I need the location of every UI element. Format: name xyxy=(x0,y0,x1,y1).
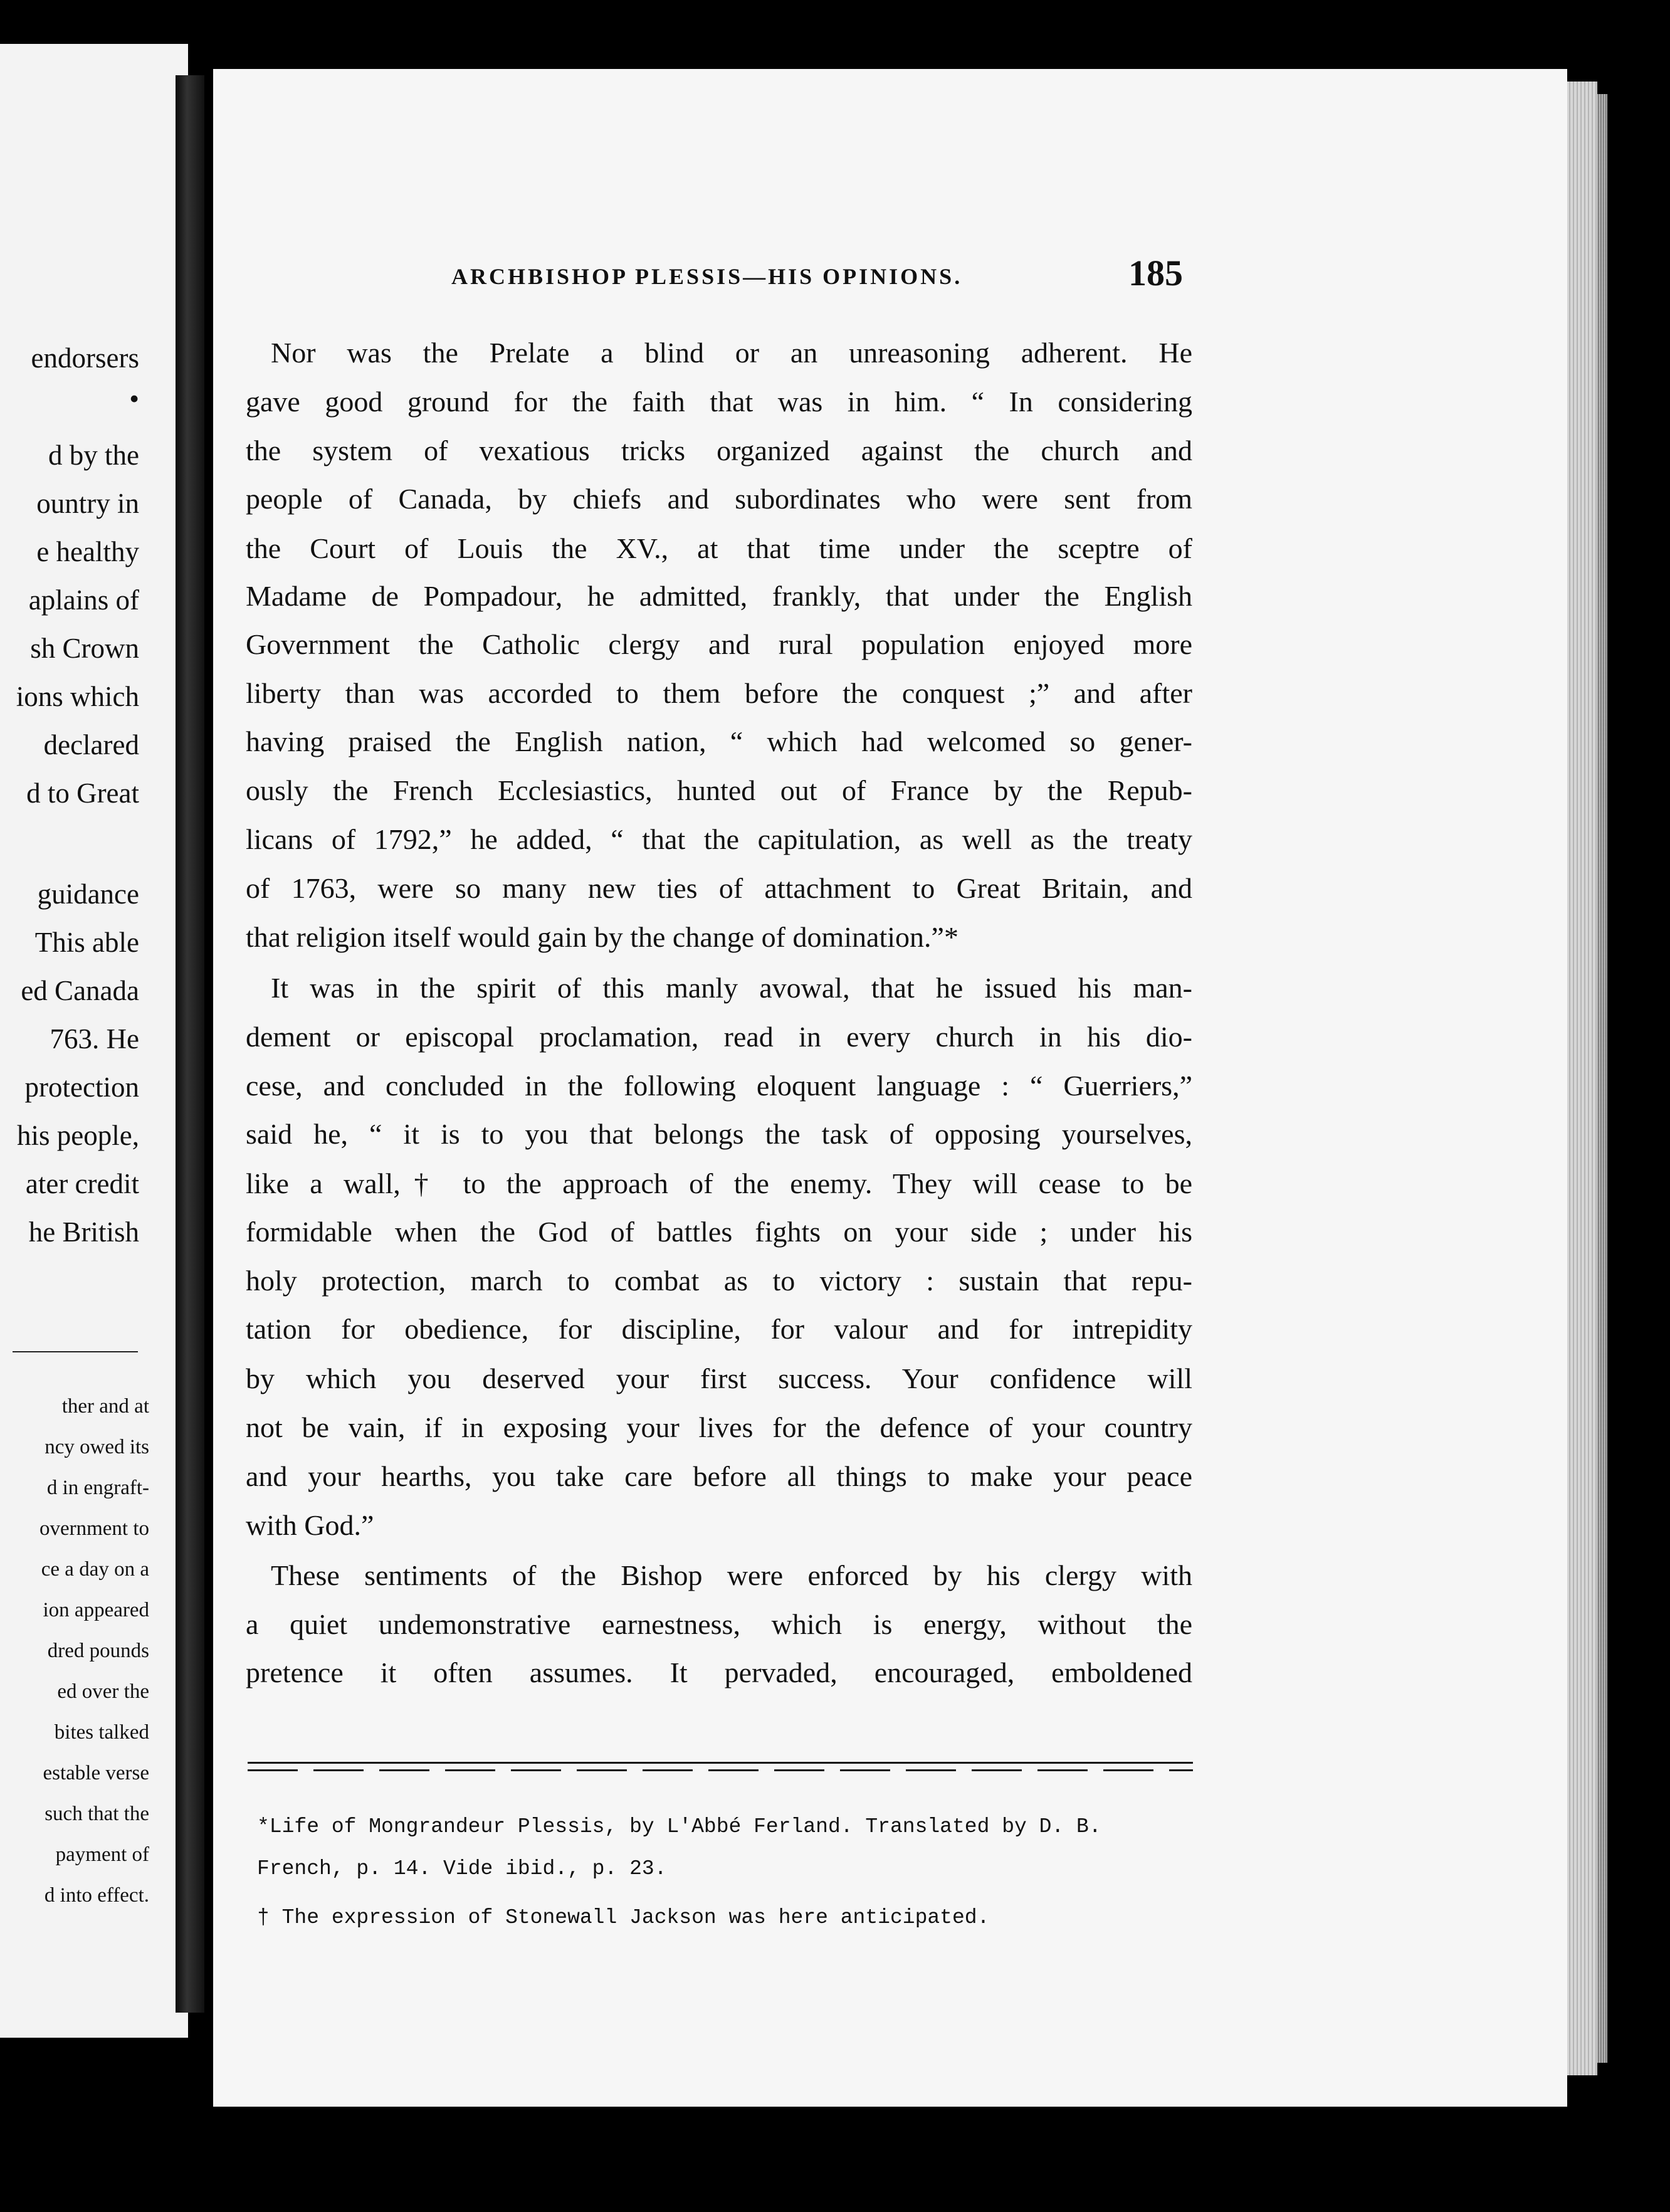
book-gutter xyxy=(176,75,204,2013)
running-header: ARCHBISHOP PLESSIS—HIS OPINIONS. xyxy=(451,264,963,289)
body-line: the system of vexatious tricks organized against the church and xyxy=(246,434,1192,466)
footnote-1-line: French, p. 14. Vide ibid., p. 23. xyxy=(257,1857,667,1880)
footnote-1-line: *Life of Mongrandeur Plessis, by L'Abbé Ferland. Translated by D. B. xyxy=(257,1815,1101,1838)
left-text-line: aplains of xyxy=(28,584,139,616)
body-line: Madame de Pompadour, he admitted, frankly, that under the English xyxy=(246,580,1192,612)
body-line: formidable when the God of battles fights on your side ; under his xyxy=(246,1216,1192,1248)
left-text-line: protection xyxy=(24,1072,139,1103)
left-footnote-rule xyxy=(13,1351,138,1352)
left-text-line: sh Crown xyxy=(30,633,139,664)
footnote-2-line: † The expression of Stonewall Jackson was here anticipated. xyxy=(257,1906,990,1929)
left-footnote-line: such that the xyxy=(45,1803,149,1825)
left-footnote-line: d in engraft- xyxy=(46,1477,149,1499)
left-text-line: guidance xyxy=(37,878,139,910)
page-edge-stack xyxy=(1597,94,1607,2063)
body-line: holy protection, march to combat as to victory : sustain that repu- xyxy=(246,1265,1192,1297)
body-line: ously the French Ecclesiastics, hunted out of France by the Repub- xyxy=(246,774,1192,806)
left-text-line: • xyxy=(129,383,139,414)
left-text-line: ountry in xyxy=(36,488,139,519)
left-text-line: This able xyxy=(34,927,139,958)
footnote-rule xyxy=(248,1762,1193,1764)
left-footnote-line: d into effect. xyxy=(44,1884,149,1907)
left-footnote-line: bites talked xyxy=(54,1721,149,1744)
body-line: people of Canada, by chiefs and subordinates who were sent from xyxy=(246,483,1192,515)
body-line: that religion itself would gain by the change of domination.”* xyxy=(246,921,958,953)
page-number: 185 xyxy=(1128,253,1183,293)
body-line: Nor was the Prelate a blind or an unreasoning adherent. He xyxy=(271,337,1192,369)
body-line: not be vain, if in exposing your lives for the defence of your country xyxy=(246,1411,1192,1443)
left-footnote-line: ncy owed its xyxy=(45,1436,149,1458)
left-footnote-line: dred pounds xyxy=(47,1640,149,1662)
body-line: liberty than was accorded to them before the conquest ;” and after xyxy=(246,677,1192,709)
left-footnote-line: ce a day on a xyxy=(41,1558,149,1581)
body-line: gave good ground for the faith that was in him. “ In considering xyxy=(246,386,1192,418)
left-footnote-line: ther and at xyxy=(61,1395,149,1418)
footnote-rule-dashed xyxy=(248,1769,1193,1771)
body-line: said he, “ it is to you that belongs the task of opposing yourselves, xyxy=(246,1118,1192,1150)
left-text-line: his people, xyxy=(17,1120,139,1151)
body-line: the Court of Louis the XV., at that time under the sceptre of xyxy=(246,532,1192,564)
left-page-fragment xyxy=(0,44,188,2038)
body-line: and your hearths, you take care before all things to make your peace xyxy=(246,1460,1192,1492)
left-text-line: ions which xyxy=(16,681,139,712)
body-line: tation for obedience, for discipline, for valour and for intrepidity xyxy=(246,1313,1192,1345)
left-text-line: declared xyxy=(43,729,139,761)
left-footnote-line: estable verse xyxy=(43,1762,149,1784)
body-line: a quiet undemonstrative earnestness, which is energy, without the xyxy=(246,1608,1192,1640)
body-line: of 1763, were so many new ties of attachment to Great Britain, and xyxy=(246,872,1192,904)
left-text-line: d to Great xyxy=(26,777,139,809)
left-text-line: he British xyxy=(28,1216,139,1248)
body-line: having praised the English nation, “ which had welcomed so gener- xyxy=(246,725,1192,757)
body-line: Government the Catholic clergy and rural population enjoyed more xyxy=(246,628,1192,660)
left-text-line: 763. He xyxy=(50,1023,139,1055)
body-line: pretence it often assumes. It pervaded, encouraged, emboldened xyxy=(246,1656,1192,1688)
left-text-line: e healthy xyxy=(36,536,139,567)
body-line: by which you deserved your first success. Your confidence will xyxy=(246,1362,1192,1394)
page-edge-stack xyxy=(1567,82,1597,2075)
left-footnote-line: ion appeared xyxy=(43,1599,149,1621)
body-line: with God.” xyxy=(246,1509,374,1541)
left-text-line: d by the xyxy=(48,440,139,471)
left-text-line: ed Canada xyxy=(21,975,139,1006)
left-text-line: endorsers xyxy=(31,342,139,374)
left-footnote-line: payment of xyxy=(55,1843,149,1866)
left-footnote-line: overnment to xyxy=(39,1517,149,1540)
left-text-line: ater credit xyxy=(25,1168,139,1199)
body-line: dement or episcopal proclamation, read in every church in his dio- xyxy=(246,1021,1192,1053)
body-line: It was in the spirit of this manly avowal, that he issued his man- xyxy=(271,972,1192,1004)
left-footnote-line: ed over the xyxy=(57,1680,149,1703)
body-line: These sentiments of the Bishop were enforced by his clergy with xyxy=(271,1559,1192,1591)
body-line: licans of 1792,” he added, “ that the capitulation, as well as the treaty xyxy=(246,823,1192,855)
body-line: cese, and concluded in the following eloquent language : “ Guerriers,” xyxy=(246,1070,1192,1102)
body-line: like a wall,† to the approach of the enemy. They will cease to be xyxy=(246,1167,1192,1199)
